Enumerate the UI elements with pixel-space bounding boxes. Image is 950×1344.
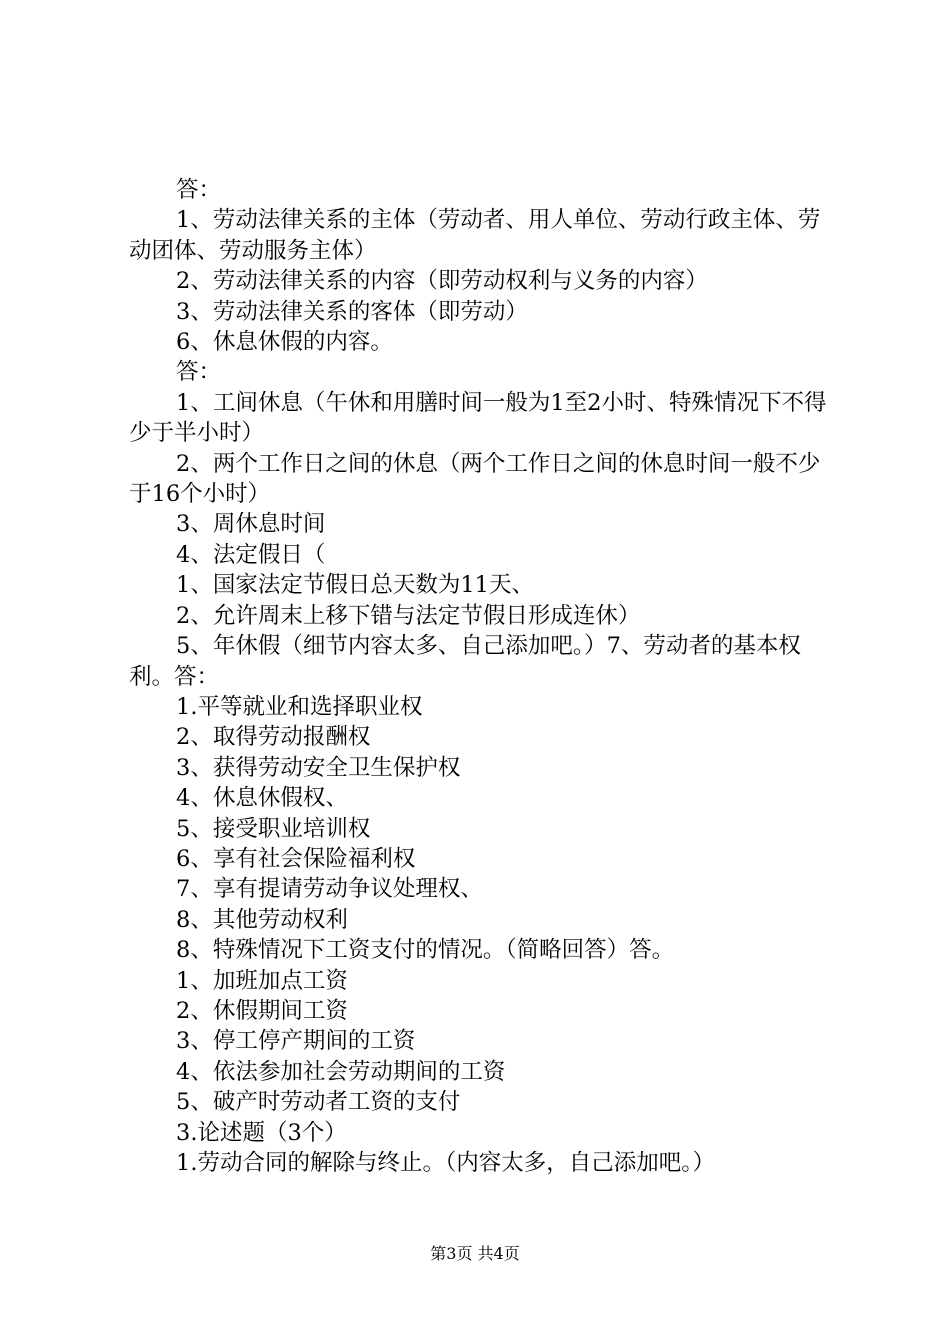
paragraph: 6、享有社会保险福利权 bbox=[176, 845, 416, 872]
paragraph: 4、依法参加社会劳动期间的工资 bbox=[176, 1058, 506, 1085]
paragraph: 2、休假期间工资 bbox=[176, 997, 348, 1024]
paragraph: 4、法定假日（ bbox=[176, 541, 326, 568]
paragraph: 答： bbox=[176, 359, 222, 386]
paragraph: 答： bbox=[176, 177, 222, 203]
paragraph: 3、周休息时间 bbox=[176, 511, 326, 538]
paragraph: 2、劳动法律关系的内容（即劳动权利与义务的内容） bbox=[176, 268, 708, 295]
paragraph: 1、劳动法律关系的主体（劳动者、用人单位、劳动行政主体、劳动团体、劳动服务主体） bbox=[129, 207, 821, 264]
paragraph: 8、其他劳动权利 bbox=[176, 906, 348, 933]
paragraph: 7、享有提请劳动争议处理权、 bbox=[176, 876, 483, 903]
paragraph: 5、年休假（细节内容太多、自己添加吧。）7、劳动者的基本权利。答： bbox=[129, 633, 801, 690]
paragraph: 3、停工停产期间的工资 bbox=[176, 1028, 416, 1055]
document-body bbox=[129, 175, 834, 1178]
paragraph: 1、国家法定节假日总天数为11天、 bbox=[176, 572, 534, 599]
paragraph: 2、取得劳动报酬权 bbox=[176, 724, 371, 751]
paragraph: 2、允许周末上移下错与法定节假日形成连休） bbox=[176, 602, 641, 629]
paragraph: 8、特殊情况下工资支付的情况。（简略回答）答。 bbox=[176, 937, 675, 964]
paragraph: 3.论述题（3个） bbox=[176, 1119, 347, 1146]
paragraph: 1、加班加点工资 bbox=[176, 967, 348, 994]
paragraph: 5、破产时劳动者工资的支付 bbox=[176, 1089, 461, 1116]
paragraph: 1.劳动合同的解除与终止。（内容太多，自己添加吧。） bbox=[176, 1150, 715, 1176]
paragraph: 3、获得劳动安全卫生保护权 bbox=[176, 754, 461, 781]
paragraph: 1、工间休息（午休和用膳时间一般为1至2小时、特殊情况下不得少于半小时） bbox=[129, 389, 827, 447]
page-number-label: 第3页 共4页 bbox=[430, 1244, 520, 1263]
paragraph: 6、休息休假的内容。 bbox=[176, 329, 393, 356]
page-footer bbox=[0, 1244, 950, 1264]
paragraph: 3、劳动法律关系的客体（即劳动） bbox=[176, 298, 528, 325]
paragraph: 2、两个工作日之间的休息（两个工作日之间的休息时间一般不少于16个小时） bbox=[129, 450, 821, 508]
paragraph: 5、接受职业培训权 bbox=[176, 815, 371, 842]
paragraph: 1.平等就业和选择职业权 bbox=[176, 693, 423, 720]
paragraph: 4、休息休假权、 bbox=[176, 785, 348, 812]
